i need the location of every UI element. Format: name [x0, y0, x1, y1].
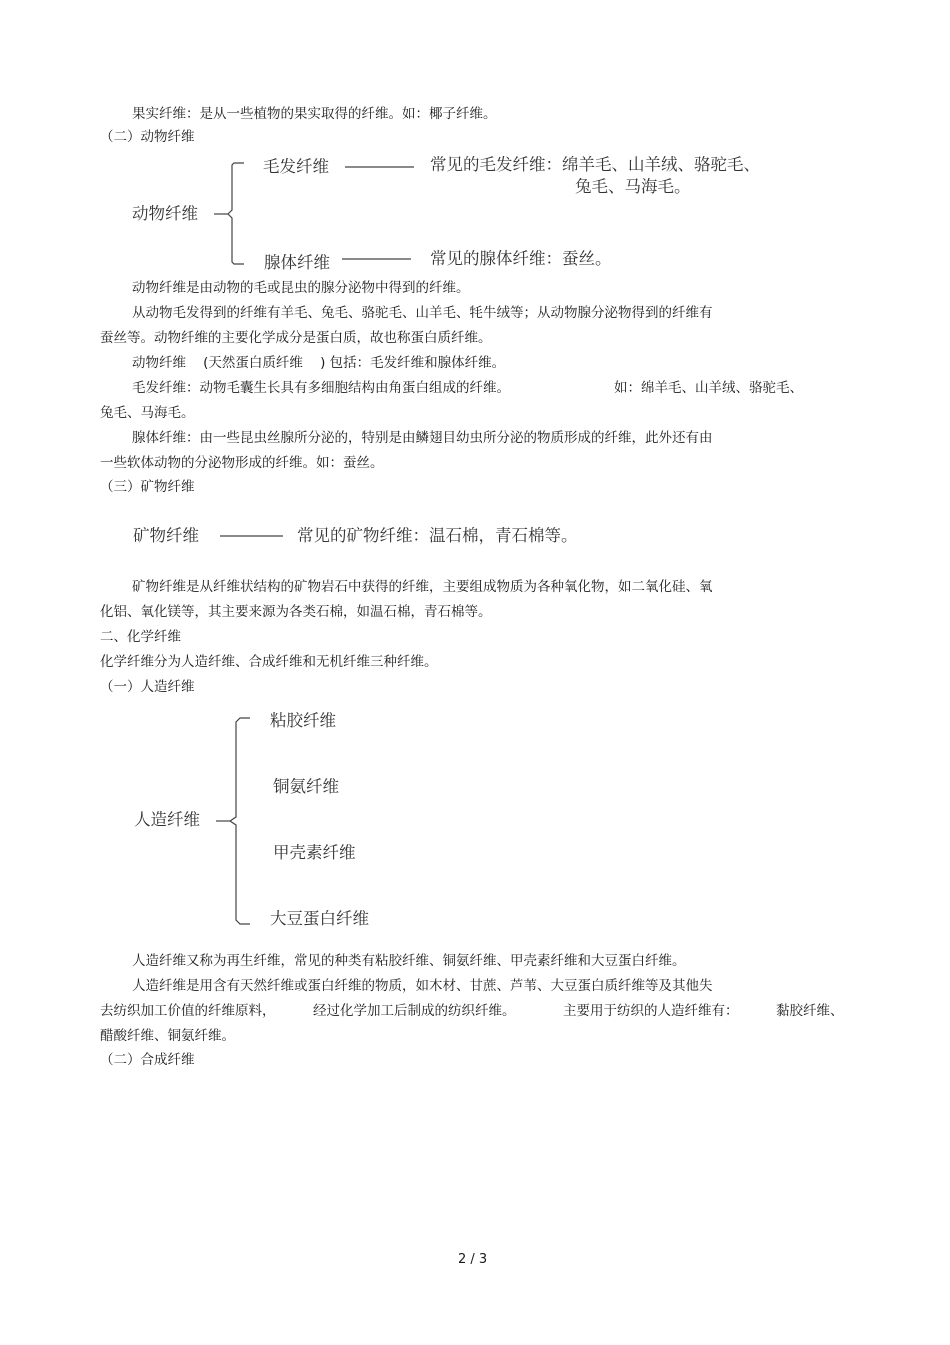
paragraph-mineral-line2: 化铝、氧化镁等，其主要来源为各类石棉，如温石棉，青石棉等。: [100, 604, 492, 620]
paragraph-artificial-line3-part2: 经过化学加工后制成的纺织纤维。: [313, 1003, 516, 1019]
paragraph-gland-fiber-line1: 腺体纤维：由一些昆虫丝腺所分泌的，特别是由鳞翅目幼虫所分泌的物质形成的纤维，此外还有由: [132, 430, 713, 446]
paragraph-gland-fiber-line2: 一些软体动物的分泌物形成的纤维。如：蚕丝。: [100, 455, 384, 471]
page-number: 2 / 3: [458, 1252, 488, 1267]
diagram-root-animal-fiber: 动物纤维: [132, 204, 198, 223]
paragraph-chemical-fiber: 化学纤维分为人造纤维、合成纤维和无机纤维三种纤维。: [100, 654, 438, 670]
paragraph-artificial-line2: 人造纤维是用含有天然纤维或蛋白纤维的物质，如木材、甘蔗、芦苇、大豆蛋白质纤维等及其他失: [132, 978, 713, 994]
section-heading-chemical-fiber: 二、化学纤维: [100, 629, 181, 645]
paragraph-artificial-line3-part4: 黏胶纤维、: [776, 1003, 844, 1019]
paragraph-mineral-line1: 矿物纤维是从纤维状结构的矿物岩石中获得的纤维，主要组成物质为各种氧化物，如二氧化硅、氧: [132, 579, 713, 595]
paragraph-fruit-fiber: 果实纤维：是从一些植物的果实取得的纤维。如：椰子纤维。: [132, 106, 497, 122]
paragraph-animal-includes: 动物纤维 (天然蛋白质纤维 ) 包括：毛发纤维和腺体纤维。: [132, 355, 506, 371]
section-heading-artificial-fiber: （一）人造纤维: [100, 679, 195, 695]
section-heading-mineral-fiber: （三）矿物纤维: [100, 479, 195, 495]
diagram-node-chitin-fiber: 甲壳素纤维: [273, 843, 356, 862]
diagram-root-artificial-fiber: 人造纤维: [134, 810, 200, 829]
diagram-note-hair-fiber-cont: 兔毛、马海毛。: [575, 177, 691, 196]
paragraph-artificial-line4: 醋酸纤维、铜氨纤维。: [100, 1028, 235, 1044]
paragraph-artificial-line1: 人造纤维又称为再生纤维，常见的种类有粘胶纤维、铜氨纤维、甲壳素纤维和大豆蛋白纤维。: [132, 953, 686, 969]
paragraph-animal-sources-line1: 从动物毛发得到的纤维有羊毛、兔毛、骆驼毛、山羊毛、牦牛绒等；从动物腺分泌物得到的纤维有: [132, 305, 713, 321]
paragraph-hair-fiber-line1: 毛发纤维：动物毛囊生长具有多细胞结构由角蛋白组成的纤维。: [132, 380, 510, 396]
diagram-root-mineral-fiber: 矿物纤维: [133, 526, 199, 545]
paragraph-animal-sources-line2: 蚕丝等。动物纤维的主要化学成分是蛋白质，故也称蛋白质纤维。: [100, 330, 492, 346]
paragraph-artificial-line3-part1: 去纺织加工价值的纤维原料，: [100, 1003, 276, 1019]
diagram-note-gland-fiber: 常见的腺体纤维：蚕丝。: [430, 249, 612, 268]
diagram-note-hair-fiber: 常见的毛发纤维：绵羊毛、山羊绒、骆驼毛、: [430, 155, 760, 174]
section-heading-animal-fiber: （二）动物纤维: [100, 129, 195, 145]
diagram-node-hair-fiber: 毛发纤维: [263, 157, 329, 176]
diagram-node-viscose-fiber: 粘胶纤维: [270, 711, 336, 730]
diagram-node-gland-fiber: 腺体纤维: [264, 253, 330, 272]
paragraph-hair-fiber-examples: 如：绵羊毛、山羊绒、骆驼毛、: [614, 380, 803, 396]
paragraph-animal-definition: 动物纤维是由动物的毛或昆虫的腺分泌物中得到的纤维。: [132, 280, 470, 296]
section-heading-synthetic-fiber: （二）合成纤维: [100, 1052, 195, 1068]
diagram-node-soy-protein-fiber: 大豆蛋白纤维: [270, 909, 369, 928]
diagram-note-mineral-fiber: 常见的矿物纤维：温石棉，青石棉等。: [297, 526, 578, 545]
paragraph-artificial-line3-part3: 主要用于纺织的人造纤维有：: [563, 1003, 739, 1019]
diagram-node-cuprammonium-fiber: 铜氨纤维: [273, 777, 339, 796]
paragraph-hair-fiber-line2: 兔毛、马海毛。: [100, 405, 195, 421]
